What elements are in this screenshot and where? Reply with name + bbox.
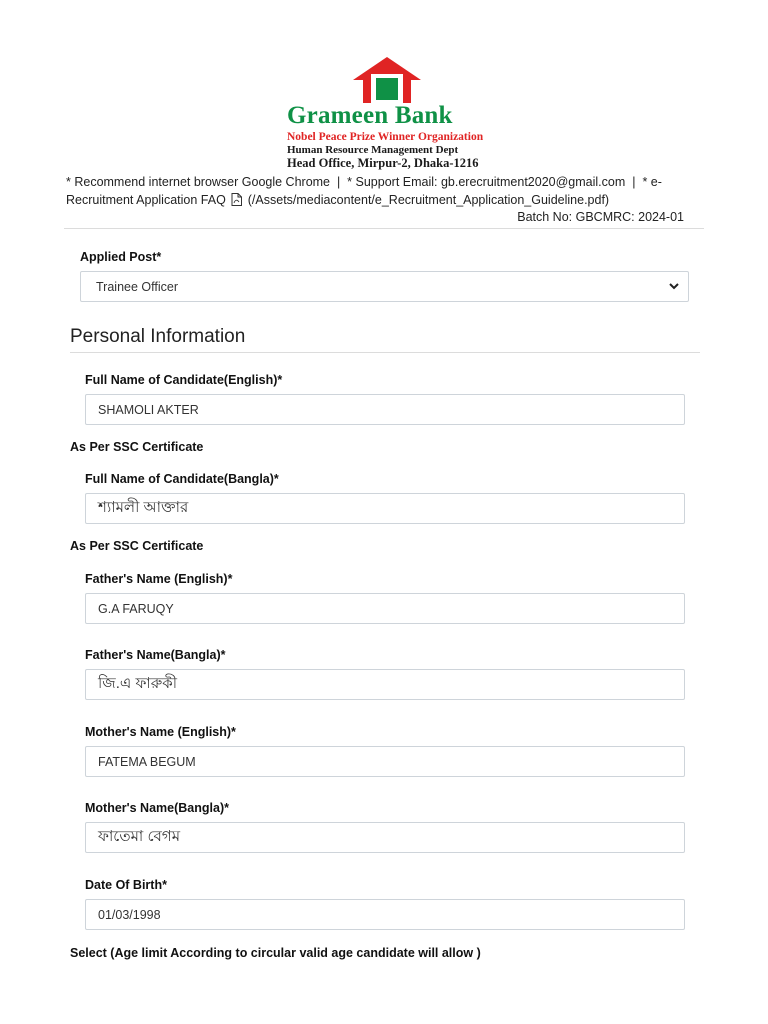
- separator: |: [336, 175, 341, 189]
- bank-department: Human Resource Management Dept: [287, 144, 459, 156]
- father-english-value: G.A FARUQY: [98, 601, 174, 616]
- batch-number: Batch No: GBCMRC: 2024-01: [517, 210, 684, 224]
- father-english-input[interactable]: [85, 593, 685, 624]
- name-english-label: Full Name of Candidate(English)*: [85, 373, 283, 387]
- chevron-down-icon: [668, 280, 680, 292]
- bank-office-address: Head Office, Mirpur-2, Dhaka-1216: [287, 156, 479, 170]
- name-bangla-input[interactable]: [85, 493, 685, 524]
- dob-value: 01/03/1998: [98, 907, 161, 922]
- mother-bangla-value: ফাতেমা বেগম: [98, 828, 181, 845]
- divider: [64, 228, 704, 229]
- support-email[interactable]: * Support Email: gb.erecruitment2020@gmail.com: [347, 175, 626, 189]
- section-title-personal-info: Personal Information: [70, 326, 246, 347]
- name-english-input[interactable]: [85, 394, 685, 425]
- grameen-bank-logo: [287, 56, 487, 170]
- dob-label: Date Of Birth*: [85, 878, 167, 892]
- divider: [70, 352, 700, 353]
- father-english-label: Father's Name (English)*: [85, 572, 233, 586]
- father-bangla-value: জি.এ ফারুকী: [98, 675, 178, 692]
- father-bangla-label: Father's Name(Bangla)*: [85, 648, 226, 662]
- name-english-note: As Per SSC Certificate: [70, 440, 204, 454]
- notice-text: [66, 173, 686, 209]
- father-bangla-input[interactable]: [85, 669, 685, 700]
- age-limit-note: Select (Age limit According to circular valid age candidate will allow ): [70, 946, 481, 960]
- applied-post-value: Trainee Officer: [96, 279, 178, 294]
- mother-english-value: FATEMA BEGUM: [98, 754, 196, 769]
- faq-link[interactable]: (/Assets/mediacontent/e_Recruitment_Application_Guideline.pdf): [247, 193, 610, 207]
- mother-bangla-label: Mother's Name(Bangla)*: [85, 801, 229, 815]
- name-bangla-label: Full Name of Candidate(Bangla)*: [85, 472, 279, 486]
- name-english-value: SHAMOLI AKTER: [98, 402, 199, 417]
- mother-english-input[interactable]: [85, 746, 685, 777]
- mother-bangla-input[interactable]: [85, 822, 685, 853]
- separator: |: [632, 175, 636, 189]
- dob-input[interactable]: [85, 899, 685, 930]
- faq-label: * e-Recruitment Application FAQ: [66, 175, 662, 207]
- applied-post-label: Applied Post*: [80, 250, 162, 264]
- browser-recommendation: * Recommend internet browser Google Chrome: [66, 175, 331, 189]
- name-bangla-note: As Per SSC Certificate: [70, 539, 204, 553]
- mother-english-label: Mother's Name (English)*: [85, 725, 236, 739]
- name-bangla-value: শ্যামলী আক্তার: [98, 499, 189, 516]
- applied-post-select[interactable]: [80, 271, 689, 302]
- bank-tagline: Nobel Peace Prize Winner Organization: [287, 131, 484, 143]
- house-logo-icon: [351, 56, 423, 104]
- bank-name: Grameen Bank: [287, 102, 453, 129]
- pdf-file-icon[interactable]: [231, 193, 242, 206]
